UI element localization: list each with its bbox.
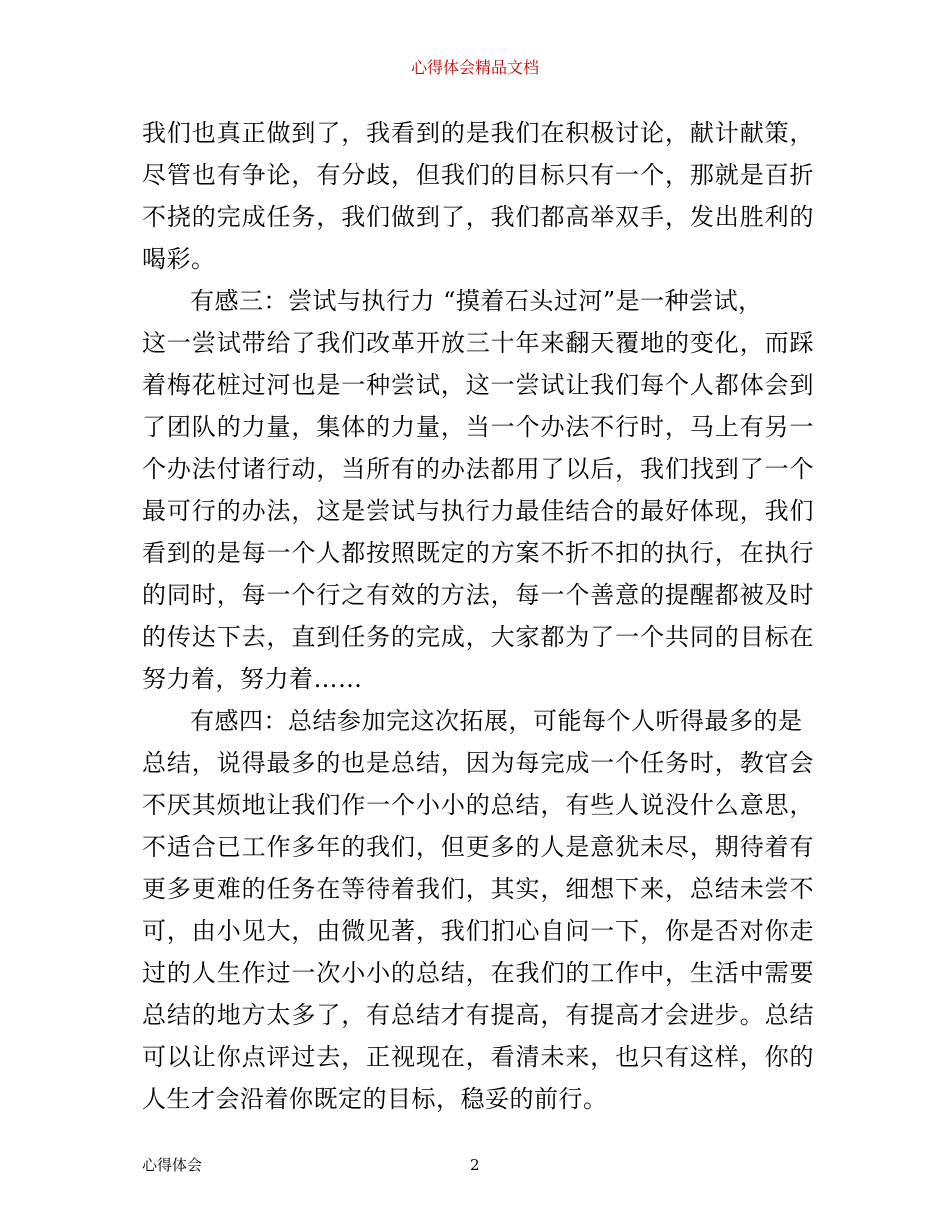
paragraph [142, 112, 814, 280]
text-line: 过的人生作过一次小小的总结，在我们的工作中，生活中需要 [142, 959, 814, 987]
page-number: 2 [470, 1156, 480, 1174]
text-line: 个办法付诸行动，当所有的办法都用了以后，我们找到了一个 [142, 455, 814, 483]
text-line: 着梅花桩过河也是一种尝试，这一尝试让我们每个人都体会到 [142, 371, 814, 399]
text-line: 这一尝试带给了我们改革开放三十年来翻天覆地的变化，而踩 [142, 329, 814, 357]
text-line: 人生才会沿着你既定的目标，稳妥的前行。 [142, 1085, 608, 1113]
text-line: 我们也真正做到了，我看到的是我们在积极讨论，献计献策， [142, 119, 814, 147]
text-line: 更多更难的任务在等待着我们，其实，细想下来，总结未尝不 [142, 875, 814, 903]
footer-label: 心得体会 [142, 1156, 203, 1174]
text-line: 的同时，每一个行之有效的方法，每一个善意的提醒都被及时 [142, 581, 814, 609]
text-line: 了团队的力量，集体的力量，当一个办法不行时，马上有另一 [142, 413, 814, 441]
text-line: 不挠的完成任务，我们做到了，我们都高举双手，发出胜利的 [142, 203, 814, 231]
text-line: 可以让你点评过去，正视现在，看清未来，也只有这样，你的 [142, 1043, 814, 1071]
document-body [142, 112, 814, 1120]
text-line: 最可行的办法，这是尝试与执行力最佳结合的最好体现，我们 [142, 497, 814, 525]
text-line: 不厌其烦地让我们作一个小小的总结，有些人说没什么意思， [142, 791, 814, 819]
text-line: 有感三：尝试与执行力 “摸着石头过河”是一种尝试， [190, 287, 763, 315]
text-line: 不适合已工作多年的我们，但更多的人是意犹未尽，期待着有 [142, 833, 814, 861]
text-line: 尽管也有争论，有分歧，但我们的目标只有一个，那就是百折 [142, 161, 814, 189]
paragraph [142, 700, 814, 1120]
text-line: 努力着，努力着…… [142, 665, 363, 693]
page-header-title: 心得体会精品文档 [410, 58, 539, 77]
text-line: 看到的是每一个人都按照既定的方案不折不扣的执行，在执行 [142, 539, 814, 567]
text-line: 总结，说得最多的也是总结，因为每完成一个任务时，教官会 [142, 749, 814, 777]
text-line: 喝彩。 [142, 245, 216, 273]
paragraph [142, 280, 814, 700]
text-line: 有感四：总结参加完这次拓展，可能每个人听得最多的是 [190, 707, 803, 735]
text-line: 可，由小见大，由微见著，我们扪心自问一下，你是否对你走 [142, 917, 814, 945]
text-line: 总结的地方太多了，有总结才有提高，有提高才会进步。总结 [142, 1001, 814, 1029]
text-line: 的传达下去，直到任务的完成，大家都为了一个共同的目标在 [142, 623, 814, 651]
